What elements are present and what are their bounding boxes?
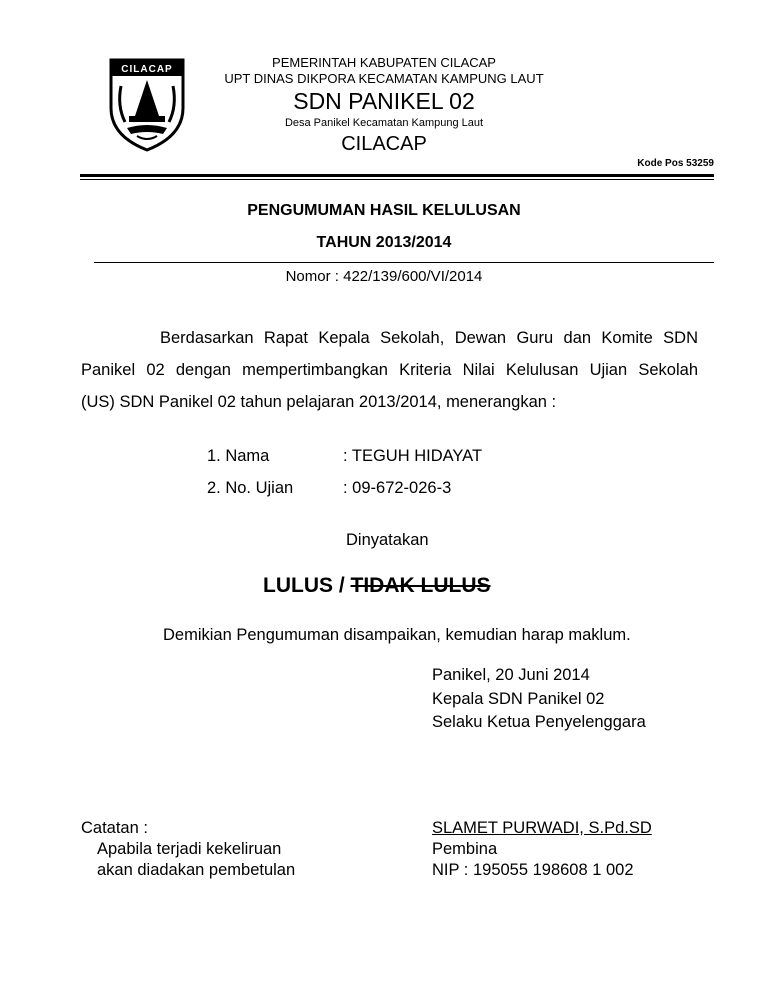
emblem-text: CILACAP (121, 64, 173, 75)
result-pass: LULUS / (263, 574, 345, 597)
header-line1: PEMERINTAH KABUPATEN CILACAP (272, 55, 496, 70)
paragraph-line1: Berdasarkan Rapat Kepala Sekolah, Dewan Guru dan Komite SDN (160, 329, 698, 347)
signer-position: Kepala SDN Panikel 02 (432, 690, 605, 708)
header-divider-thin (80, 179, 714, 180)
closing-sentence: Demikian Pengumuman disampaikan, kemudian harap maklum. (163, 626, 631, 644)
city-name: CILACAP (341, 133, 427, 155)
field-exam-value: : 09-672-026-3 (343, 479, 452, 497)
paragraph-line2: Panikel 02 dengan mempertimbangkan Kriteria Nilai Kelulusan Ujian Sekolah (81, 361, 698, 379)
note-line1: Apabila terjadi kekeliruan (97, 840, 282, 858)
letter-number: Nomor : 422/139/600/VI/2014 (285, 268, 483, 285)
signer-role: Selaku Ketua Penyelenggara (432, 713, 646, 731)
header-divider-thick (80, 174, 714, 177)
signer-nip: NIP : 195055 198608 1 002 (432, 861, 634, 879)
school-address: Desa Panikel Kecamatan Kampung Laut (284, 117, 484, 129)
result-line (263, 574, 491, 598)
field-name-value: : TEGUH HIDAYAT (343, 447, 483, 465)
note-line2: akan diadakan pembetulan (97, 861, 296, 879)
field-exam-label: 2. No. Ujian (207, 479, 294, 497)
postal-code: Kode Pos 53259 (637, 158, 714, 169)
title-divider (94, 262, 714, 263)
school-name: SDN PANIKEL 02 (293, 88, 475, 114)
header-line2: UPT DINAS DIKPORA KECAMATAN KAMPUNG LAUT (224, 71, 544, 86)
announcement-title: PENGUMUMAN HASIL KELULUSAN (247, 202, 521, 219)
result-fail-struck: TIDAK LULUS (350, 574, 491, 597)
signer-rank: Pembina (432, 840, 498, 858)
field-name-label: 1. Nama (207, 447, 270, 465)
place-date: Panikel, 20 Juni 2014 (432, 666, 590, 684)
note-label: Catatan : (81, 819, 148, 837)
declared-label: Dinyatakan (346, 531, 429, 549)
announcement-year: TAHUN 2013/2014 (316, 234, 452, 251)
signer-name: SLAMET PURWADI, S.Pd.SD (432, 819, 652, 837)
paragraph-line3: (US) SDN Panikel 02 tahun pelajaran 2013/2014, menerangkan : (81, 393, 557, 411)
